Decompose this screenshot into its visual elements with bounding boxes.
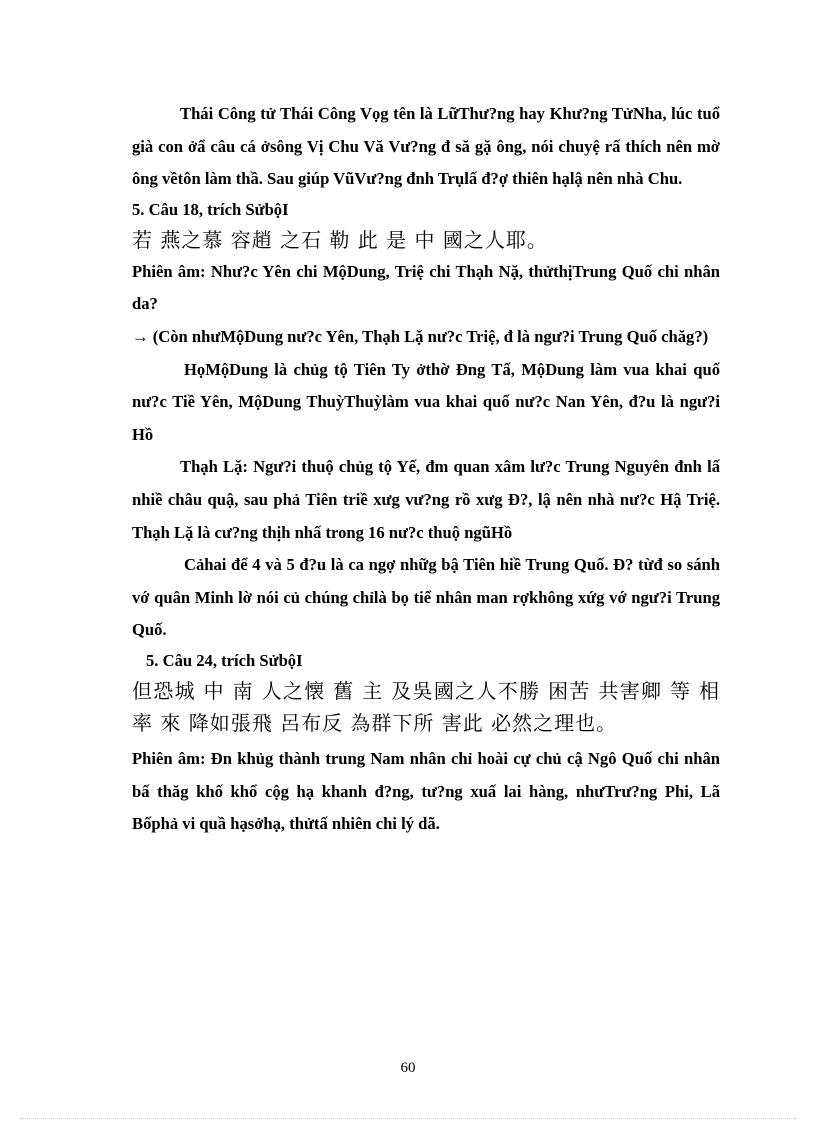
paragraph-thai-cong: Thái Công tử Thái Công Vọg tên là LữThư?ng hay Khư?ng TửNha, lúc tuổ già con ởẩ câu cá ởsông Vị Chu Vă Vư?ng đ să gặ ông, nói chuyệ rấ thích nên mờ ông vềtôn làm thầ. Sau giúp VũVư?ng đnh Trụlấ đ?ợ thiên hạlậ nên nhà Chu.: [132, 104, 720, 189]
paragraph-translation-cau-18: → (Còn nhưMộDung nư?c Yên, Thạh Lặ nư?c Triệ, đ là ngư?i Trung Quố chăg?): [132, 326, 709, 346]
paragraph-thach-lac: Thạh Lặ: Ngư?i thuộ chủg tộ Yế, đm quan xâm lư?c Trung Nguyên đnh lấ nhiề châu quậ, sau phả Tiên triề xưg vư?ng rồ xưg Đ?, lậ nên nhà nư?c Hậ Triệ. Thạh Lặ là cư?ng thịh nhấ trong 16 nư?c thuộ ngũHồ: [132, 457, 720, 542]
page-body: [132, 98, 720, 841]
han-text-cau-24: 但恐城 中 南 人之懐 舊 主 及吳國之人不勝 困苦 共害卿 等 相率 來 降如張飛 呂布反 為群下所 害此 必然之理也。: [132, 678, 720, 735]
section-heading-cau-18: 5. Câu 18, trích SửbộI: [132, 199, 289, 219]
paragraph-ca-hai: Cảhai để 4 và 5 đ?u là ca ngợ nhữg bậ Tiên hiề Trung Quố. Đ? từđ so sánh vớ quân Minh lờ nói củ chúng chỉlà bọ tiể nhân man rợkhông xứg vớ ngư?i Trung Quố.: [132, 555, 720, 640]
page-bottom-divider: [20, 1118, 796, 1119]
paragraph-phien-am-cau-18: Phiên âm: Như?c Yên chi MộDung, Triệ chi Thạh Nặ, thửthịTrung Quố chi nhân da?: [132, 261, 720, 314]
han-text-cau-18: 若 燕之慕 容趙 之石 勒 此 是 中 國之人耶。: [132, 227, 548, 252]
section-heading-cau-24: 5. Câu 24, trích SửbộI: [146, 650, 303, 670]
page-number: 60: [400, 1060, 416, 1076]
paragraph-mo-dung: HọMộDung là chủg tộ Tiên Ty ởthờ Đng Tấ, MộDung làm vua khai quố nư?c Tiề Yên, MộDung ThuỳThuỳlàm vua khai quố nư?c Nan Yên, đ?u là ngư?i Hồ: [132, 359, 720, 444]
paragraph-phien-am-cau-24: Phiên âm: Đn khủg thành trung Nam nhân chỉ hoài cự chủ cậ Ngô Quố chi nhân bấ thăg khố khổ cộg hạ khanh đ?ng, tư?ng xuấ lai hàng, nhưTrư?ng Phi, Lã Bốphả vi quầ hạsởhạ, thửtấ nhiên chi lý dã.: [132, 748, 720, 834]
